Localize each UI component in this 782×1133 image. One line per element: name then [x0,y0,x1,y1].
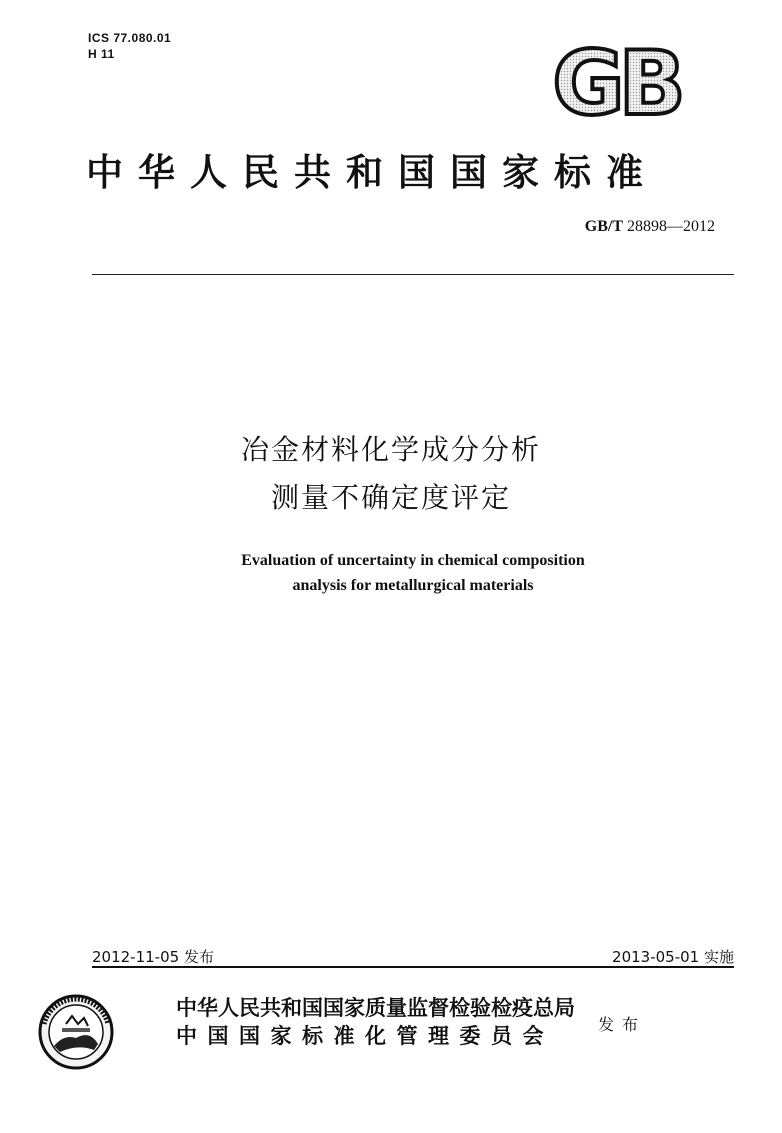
cn-title-line-2: 测量不确定度评定 [270,481,511,514]
standard-number [0,218,715,236]
issuing-authorities [176,994,575,1050]
standard-number-value: 28898—2012 [627,218,715,235]
en-title-line-1: Evaluation of uncertainty in chemical composition [241,552,585,569]
ccs-code: H 11 [88,47,115,61]
official-seal-icon [38,994,114,1070]
classification-codes [88,30,171,62]
en-title-line-2: analysis for metallurgical materials [292,577,534,594]
chinese-document-title [0,426,782,522]
issue-date: 2012-11-05 发布 [92,948,214,966]
gb-logo [536,40,696,122]
ics-code: ICS 77.080.01 [88,31,172,45]
national-standard-title: 中华人民共和国国家标准 [86,150,658,194]
issuer-sac: 中国国家标准化管理委员会 [176,1023,554,1048]
header-divider [92,274,734,275]
cn-title-line-1: 冶金材料化学成分分析 [240,433,541,466]
footer-divider [92,966,734,968]
english-document-title [0,548,782,598]
issuer-aqsiq: 中华人民共和国国家质量监督检验检疫总局 [176,995,575,1020]
publish-label: 发布 [598,1015,647,1034]
standard-number-prefix: GB/T [584,218,623,235]
gb-logo-text: GB [552,40,680,122]
effective-date: 2013-05-01 实施 [612,948,734,966]
